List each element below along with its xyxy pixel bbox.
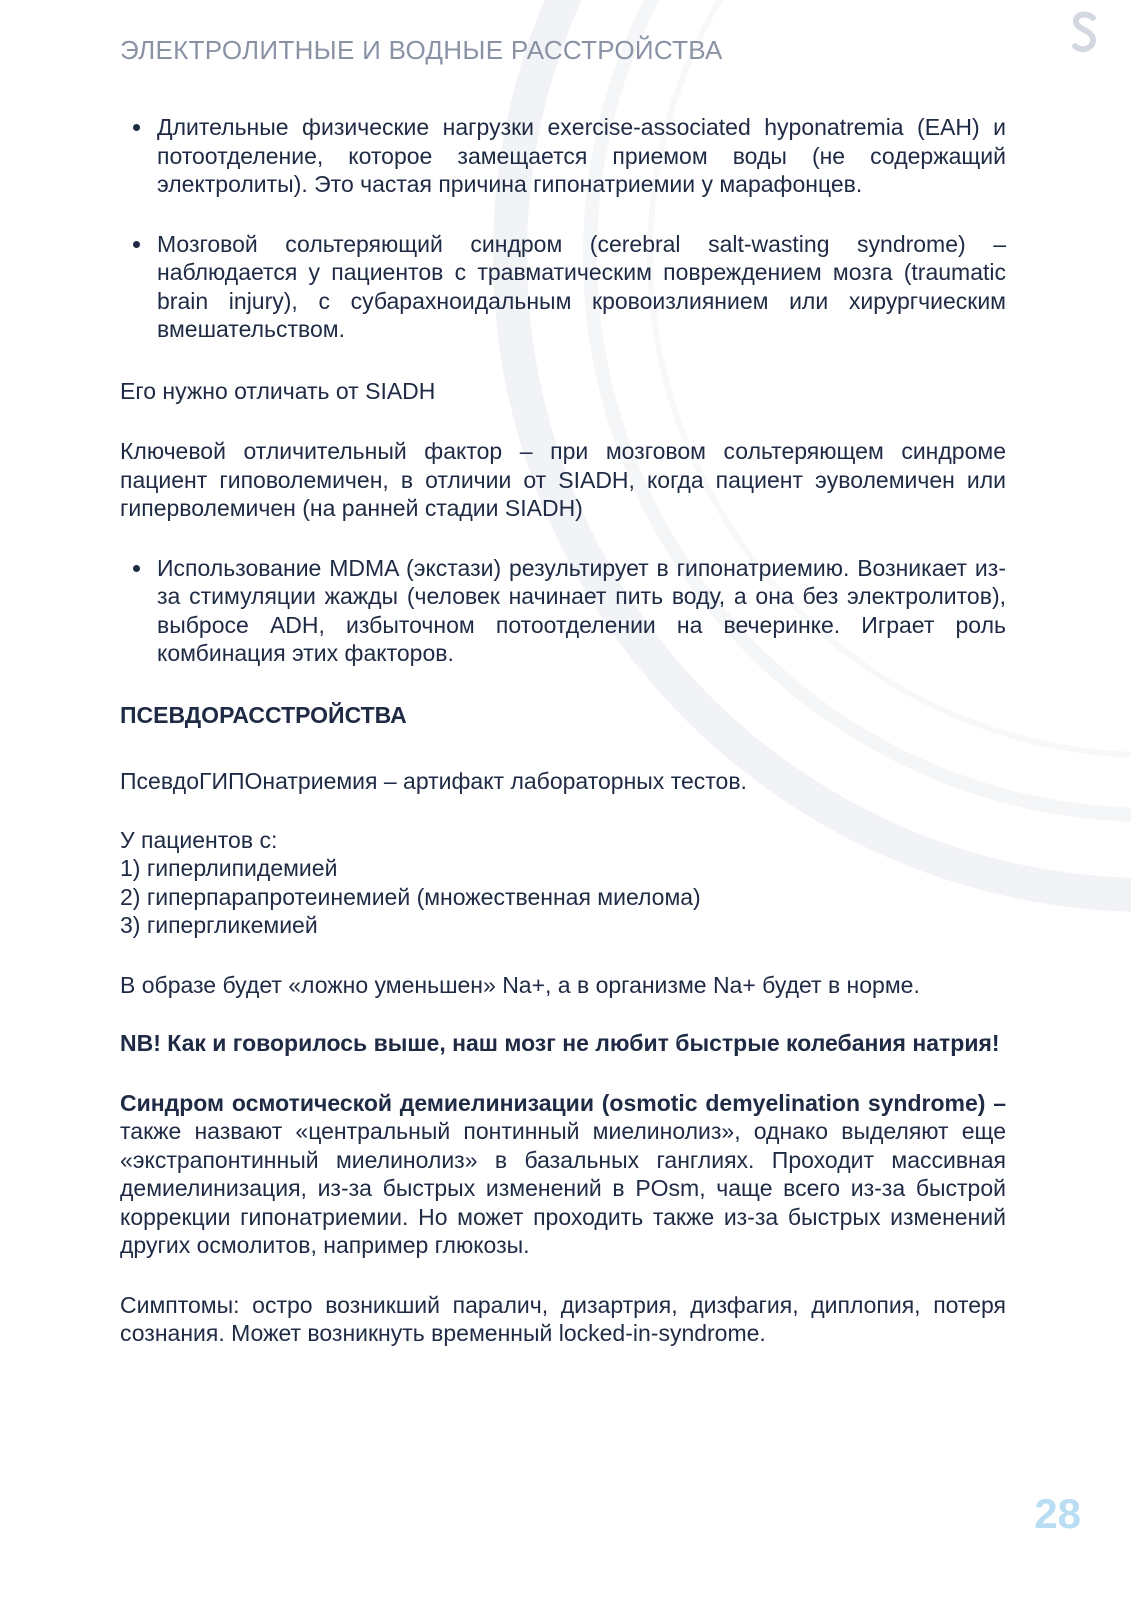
section-heading: ПСЕВДОРАССТРОЙСТВА [120, 701, 407, 728]
bullet-icon [133, 565, 140, 572]
paragraph-distinguish: Его нужно отличать от SIADH [120, 377, 436, 404]
patients-list-item: 2) гиперпарапротеинемией (множественная миелома) [120, 883, 701, 910]
main-content [120, 113, 1006, 1348]
patients-list-item: 1) гиперлипидемией [120, 855, 338, 881]
list-item [120, 554, 1006, 668]
paragraph-pseudo: ПсевдоГИПОнатриемия – артифакт лабораторных тестов. [120, 768, 747, 794]
paragraph-ods [120, 1089, 1006, 1260]
list-item [120, 230, 1006, 344]
ods-term: Синдром осмотической демиелинизации (osmotic demyelination syndrome) – [120, 1089, 1006, 1116]
bullet-icon [133, 241, 140, 248]
list-item-text: Длительные физические нагрузки exercise-associated hyponatremia (EAH) и потоотделение, которое замещается приемом воды (не содержащий электролиты). Это частая причина гипонатриемии у марафонцев. [157, 114, 1006, 197]
bullet-list-causes [120, 113, 1006, 344]
patients-intro: У пациентов с: [120, 826, 278, 853]
s-logo-icon [1067, 8, 1101, 58]
ods-text: также назвают «центральный понтинный миелинолиз», однако выделяют еще «экстрапонтинный миелинолиз» в базальных ганглиях. Проходит массивная демиелинизация, из-за быстрых изменений в POsm, чаще всего из-за быстрой коррекции гипонатриемии. Но может проходить также из-за быстрых изменений других осмолитов, например глюкозы. [120, 1118, 1006, 1258]
page-header: ЭЛЕКТРОЛИТНЫЕ И ВОДНЫЕ РАССТРОЙСТВА [120, 35, 723, 65]
paragraph-sample: В образе будет «ложно уменьшен» Na+, а в организме Na+ будет в норме. [120, 971, 920, 998]
bullet-icon [133, 124, 140, 131]
patients-block [120, 826, 1006, 940]
patients-list-item: 3) гипергликемией [120, 912, 318, 938]
bullet-list-mdma [120, 554, 1006, 668]
list-item-text: Мозговой сольтеряющий синдром (cerebral salt-wasting syndrome) – наблюдается у пациентов с травматическим повреждением мозга (traumatic brain injury), с субарахноидальным кровоизлиянием или хирургчиеским вмешательством. [157, 230, 1006, 342]
list-item-text: Использование MDMA (экстази) результирует в гипонатриемию. Возникает из-за стимуляции жажды (человек начинает пить воду, а она без электролитов), выбросе ADH, избыточном потоотделении на вечеринке. Играет роль комбинация этих факторов. [157, 554, 1006, 666]
paragraph-symptoms: Симптомы: остро возникший паралич, дизартрия, дизфагия, диплопия, потеря сознания. Может возникнуть временный locked-in-syndrome. [120, 1291, 1006, 1346]
nb-note: NB! Как и говорилось выше, наш мозг не любит быстрые колебания натрия! [120, 1030, 1000, 1056]
list-item [120, 113, 1006, 199]
paragraph-key-factor: Ключевой отличительный фактор – при мозговом сольтеряющем синдроме пациент гиповолемичен, в отличии от SIADH, когда пациент эуволемичен или гиперволемичен (на ранней стадии SIADH) [120, 438, 1006, 521]
page-number: 28 [1034, 1490, 1081, 1537]
